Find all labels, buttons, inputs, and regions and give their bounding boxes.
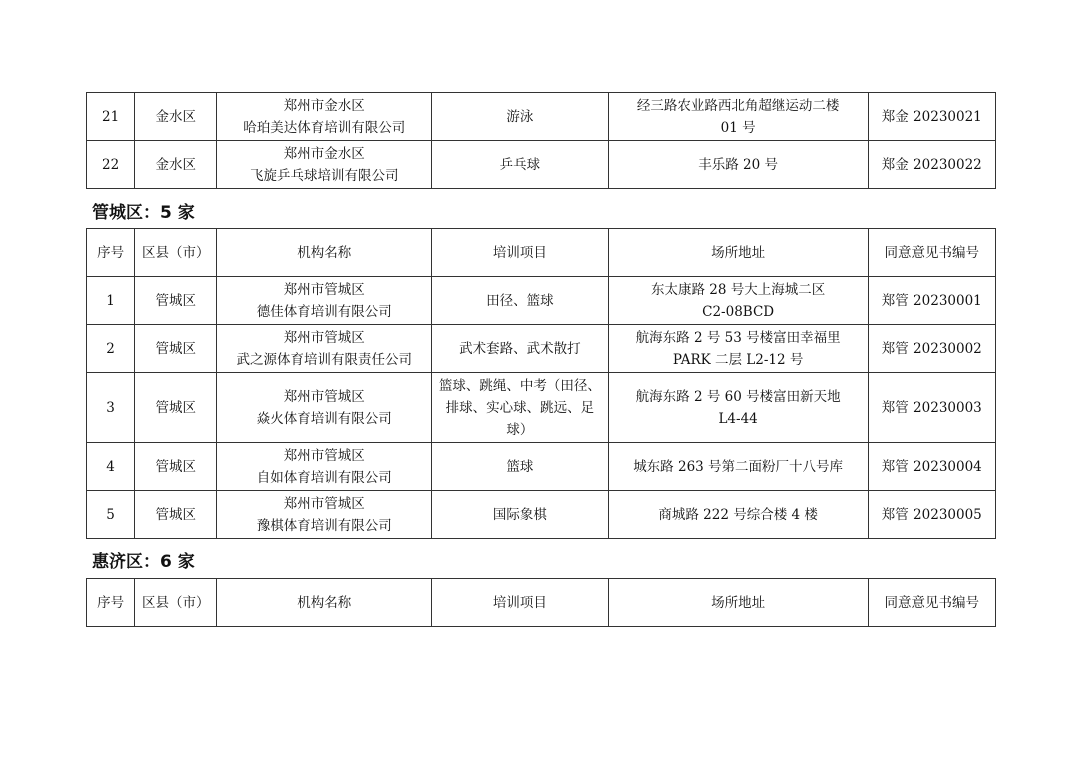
org-name-line1: 郑州市管城区 (283, 281, 365, 298)
section-heading-huiji: 惠济区：6 家 (92, 552, 195, 572)
org-name-cell (217, 93, 432, 141)
approval-code-cell: 郑管 20230004 (868, 443, 995, 491)
table-row (87, 491, 996, 539)
org-name-cell (217, 491, 432, 539)
org-name-line2: 武之源体育培训有限责任公司 (236, 351, 413, 368)
org-name-line2: 豫棋体育培训有限公司 (256, 517, 392, 534)
org-name-line2: 飞旋乒乓球培训有限公司 (250, 167, 399, 184)
org-name-line1: 郑州市管城区 (283, 495, 365, 512)
header-no: 序号 (87, 579, 135, 627)
district-cell: 管城区 (135, 325, 217, 373)
address-line2: 01 号 (720, 119, 756, 136)
project-cell: 田径、篮球 (432, 277, 609, 325)
header-district: 区县（市） (135, 229, 217, 277)
address-line2: PARK 二层 L2-12 号 (672, 351, 804, 368)
district-cell: 金水区 (135, 141, 217, 189)
approval-code-cell: 郑管 20230005 (868, 491, 995, 539)
org-name-line2: 焱火体育培训有限公司 (256, 410, 392, 427)
project-cell: 乒乓球 (432, 141, 609, 189)
approval-code-cell: 郑管 20230001 (868, 277, 995, 325)
header-project: 培训项目 (432, 579, 609, 627)
header-address: 场所地址 (608, 229, 868, 277)
header-address: 场所地址 (608, 579, 868, 627)
table-row (87, 325, 996, 373)
address-line1: 东太康路 28 号大上海城二区 (650, 281, 826, 298)
row-number: 21 (87, 93, 135, 141)
table-row (87, 443, 996, 491)
district-cell: 管城区 (135, 373, 217, 443)
header-code: 同意意见书编号 (868, 229, 995, 277)
project-line1: 篮球、跳绳、中考（田径、 (438, 377, 601, 394)
table-row (87, 277, 996, 325)
header-project: 培训项目 (432, 229, 609, 277)
org-name-cell (217, 443, 432, 491)
org-name-line1: 郑州市管城区 (283, 329, 365, 346)
address-cell: 城东路 263 号第二面粉厂十八号库 (608, 443, 868, 491)
org-name-line2: 自如体育培训有限公司 (256, 469, 392, 486)
project-cell: 篮球 (432, 443, 609, 491)
project-cell: 游泳 (432, 93, 609, 141)
org-name-line1: 郑州市金水区 (283, 97, 365, 114)
org-name-cell (217, 373, 432, 443)
approval-code-cell: 郑金 20230021 (868, 93, 995, 141)
table-row (87, 141, 996, 189)
address-cell (608, 277, 868, 325)
address-cell (608, 325, 868, 373)
address-line2: L4-44 (718, 410, 758, 427)
approval-code-cell: 郑金 20230022 (868, 141, 995, 189)
section-heading-guancheng: 管城区：5 家 (92, 203, 195, 223)
org-name-cell (217, 141, 432, 189)
address-cell (608, 93, 868, 141)
header-no: 序号 (87, 229, 135, 277)
approval-code-cell: 郑管 20230002 (868, 325, 995, 373)
project-cell: 国际象棋 (432, 491, 609, 539)
org-name-line1: 郑州市管城区 (283, 447, 365, 464)
table-header-row (87, 229, 996, 277)
guancheng-table (86, 228, 996, 539)
district-cell: 管城区 (135, 491, 217, 539)
row-number: 4 (87, 443, 135, 491)
org-name-line2: 德佳体育培训有限公司 (256, 303, 392, 320)
address-cell: 商城路 222 号综合楼 4 楼 (608, 491, 868, 539)
address-cell (608, 373, 868, 443)
approval-code-cell: 郑管 20230003 (868, 373, 995, 443)
table-header-row (87, 579, 996, 627)
row-number: 2 (87, 325, 135, 373)
row-number: 5 (87, 491, 135, 539)
table-row (87, 93, 996, 141)
org-name-line1: 郑州市管城区 (283, 388, 365, 405)
org-name-cell (217, 325, 432, 373)
project-line2: 排球、实心球、跳远、足 (445, 399, 595, 416)
huiji-table (86, 578, 996, 627)
project-cell: 武术套路、武术散打 (432, 325, 609, 373)
project-line3: 球） (506, 421, 534, 438)
row-number: 3 (87, 373, 135, 443)
header-district: 区县（市） (135, 579, 217, 627)
district-cell: 管城区 (135, 277, 217, 325)
address-line1: 航海东路 2 号 60 号楼富田新天地 (635, 388, 841, 405)
district-cell: 管城区 (135, 443, 217, 491)
org-name-line2: 哈珀美达体育培训有限公司 (243, 119, 406, 136)
address-line2: C2-08BCD (702, 303, 775, 320)
address-line1: 航海东路 2 号 53 号楼富田幸福里 (635, 329, 841, 346)
table-row (87, 373, 996, 443)
district-cell: 金水区 (135, 93, 217, 141)
jinshui-table (86, 92, 996, 189)
row-number: 22 (87, 141, 135, 189)
header-code: 同意意见书编号 (868, 579, 995, 627)
header-name: 机构名称 (217, 229, 432, 277)
project-cell (432, 373, 609, 443)
row-number: 1 (87, 277, 135, 325)
org-name-cell (217, 277, 432, 325)
address-line1: 经三路农业路西北角超继运动二楼 (636, 97, 840, 114)
header-name: 机构名称 (217, 579, 432, 627)
org-name-line1: 郑州市金水区 (283, 145, 365, 162)
address-cell: 丰乐路 20 号 (608, 141, 868, 189)
